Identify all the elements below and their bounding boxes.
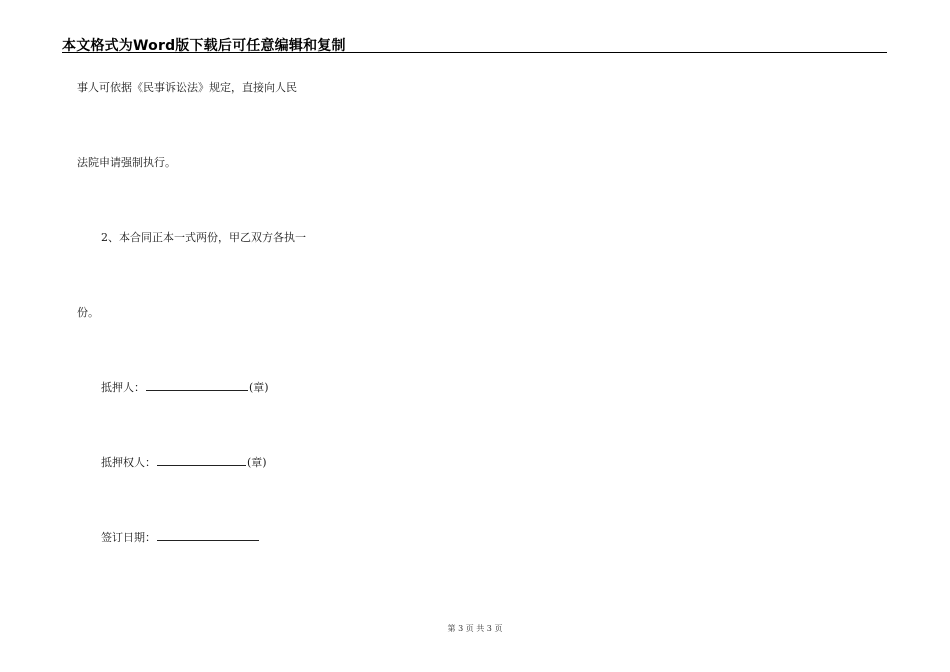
mortgagor-seal: (章) [249,381,269,394]
mortgagee-seal: (章) [247,456,267,469]
mortgagor-label: 抵押人： [101,381,145,394]
mortgagor-signature-line [101,379,269,395]
mortgagee-signature-line [101,454,267,470]
body-line-3: 2、本合同正本一式两份，甲乙双方各执一 [101,231,306,244]
page-header-title: 本文格式为Word版下载后可任意编辑和复制 [62,38,346,54]
mortgagee-label: 抵押权人： [101,456,156,469]
body-line-2: 法院申请强制执行。 [77,156,176,169]
mortgagee-blank[interactable] [157,455,246,466]
body-line-1: 事人可依据《民事诉讼法》规定，直接向人民 [77,81,297,94]
page-footer-number: 第 3 页 共 3 页 [447,624,503,633]
sign-date-label: 签订日期： [101,531,156,544]
mortgagor-blank[interactable] [146,380,248,391]
header-divider [62,52,887,53]
body-line-4: 份。 [77,306,99,319]
sign-date-blank[interactable] [157,530,259,541]
sign-date-line [101,529,260,545]
